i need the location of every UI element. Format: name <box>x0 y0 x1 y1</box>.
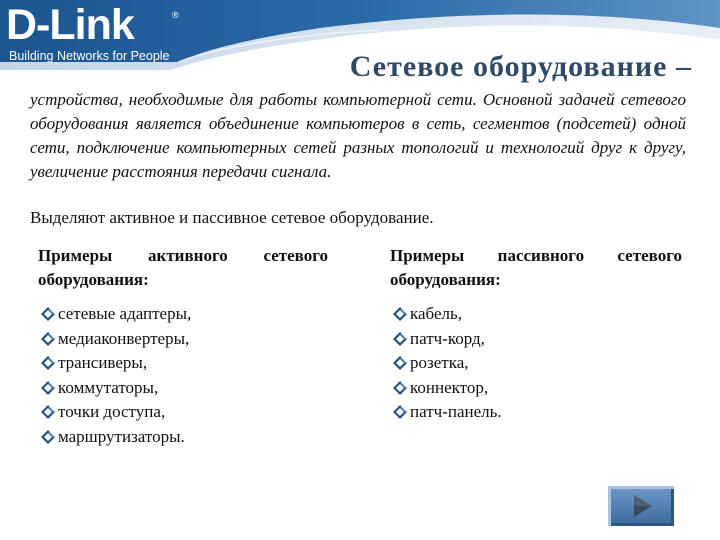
logo-wordmark: D-Link <box>6 1 134 49</box>
list-item-text: маршрутизаторы. <box>58 426 185 446</box>
summary-text: Выделяют активное и пассивное сетевое оборудование. <box>30 208 434 227</box>
list-item <box>40 425 328 450</box>
list-item <box>392 302 682 327</box>
diamond-bullet-icon <box>392 331 409 347</box>
diamond-bullet-icon <box>392 306 409 322</box>
list-item <box>392 327 682 352</box>
list-item <box>40 400 328 425</box>
list-item <box>40 302 328 327</box>
list-item-text: розетка, <box>410 353 469 372</box>
list-item-text: точки доступа, <box>58 402 166 421</box>
diamond-bullet-icon <box>40 429 57 445</box>
list-item-text: сетевые адаптеры, <box>58 304 192 323</box>
diamond-bullet-icon <box>392 380 409 396</box>
active-equipment-column <box>38 244 328 449</box>
definition-text: устройства, необходимые для работы компьютерной сети. Основной задачей сетевого оборудования является объединение компьютеров в сеть, сегментов (подсетей) одной сети, подключение компьютерных сетей разных топологий и технологий друг к другу, увеличение расстояния передачи сигнала. <box>30 90 686 181</box>
list-item <box>40 327 328 352</box>
list-item-text: патч-корд, <box>410 328 485 348</box>
dlink-logo <box>6 1 184 66</box>
slide-title: Сетевое оборудование – <box>349 50 692 83</box>
list-item-text: трансиверы, <box>58 353 148 372</box>
diamond-bullet-icon <box>40 380 57 396</box>
diamond-bullet-icon <box>40 404 57 420</box>
diamond-bullet-icon <box>40 355 57 371</box>
passive-equipment-column <box>390 244 682 425</box>
list-item-text: кабель, <box>410 304 463 323</box>
next-slide-button[interactable] <box>608 486 674 526</box>
diamond-bullet-icon <box>40 331 57 347</box>
diamond-bullet-icon <box>392 355 409 371</box>
list-item-text: коннектор, <box>410 377 489 397</box>
active-heading: Примеры активного сетевого оборудования: <box>38 246 328 289</box>
list-item-text: коммутаторы, <box>58 377 159 397</box>
logo-registered-mark: ® <box>172 10 179 20</box>
list-item <box>40 351 328 376</box>
list-item-text: патч-панель. <box>410 402 502 421</box>
list-item <box>40 376 328 401</box>
diamond-bullet-icon <box>40 306 57 322</box>
list-item <box>392 376 682 401</box>
logo-tagline: Building Networks for People <box>9 49 170 63</box>
passive-heading: Примеры пассивного сетевого оборудования: <box>390 246 682 289</box>
list-item-text: медиаконвертеры, <box>58 328 190 348</box>
next-button-frame <box>608 486 674 526</box>
list-item <box>392 351 682 376</box>
diamond-bullet-icon <box>392 404 409 420</box>
list-item <box>392 400 682 425</box>
active-list <box>38 302 328 449</box>
passive-list <box>390 302 682 425</box>
